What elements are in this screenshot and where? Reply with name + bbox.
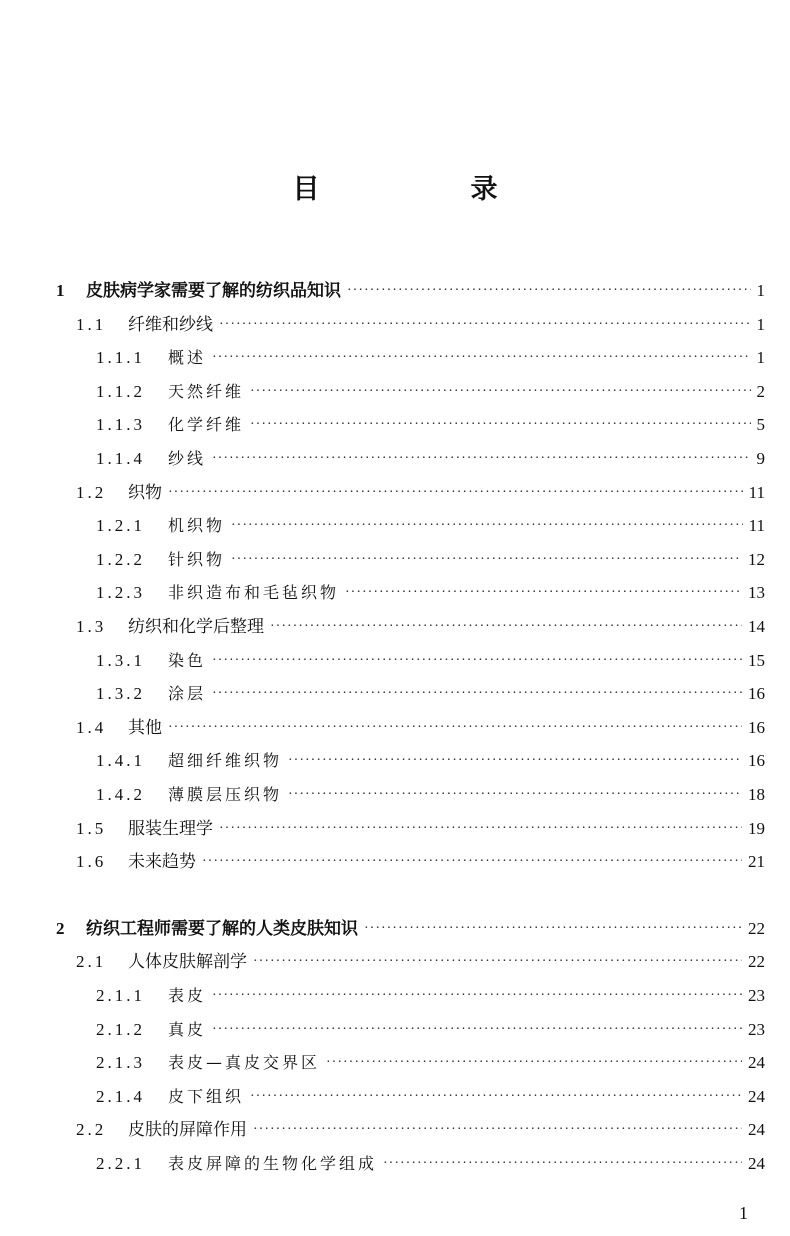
toc-entry-number: 2.1.1 bbox=[96, 986, 145, 1005]
toc-entry-number: 1.3 bbox=[76, 617, 107, 636]
toc-entry-title: 表皮 bbox=[168, 986, 207, 1005]
toc-entry-title: 纺织工程师需要了解的人类皮肤知识 bbox=[86, 919, 358, 939]
toc-subsection-entry[interactable] bbox=[96, 444, 765, 474]
toc-entry-number: 2.2.1 bbox=[96, 1154, 145, 1173]
toc-entry-page: 16 bbox=[748, 718, 765, 737]
toc-entry-title: 纱线 bbox=[168, 449, 207, 468]
toc-entry-title: 人体皮肤解剖学 bbox=[128, 952, 247, 972]
toc-entry-page: 9 bbox=[756, 449, 765, 468]
toc-entry-page: 1 bbox=[756, 348, 765, 367]
toc-entry-page: 24 bbox=[748, 1120, 765, 1139]
toc-entry-number: 1.4.1 bbox=[96, 751, 145, 770]
toc-entry-title: 概述 bbox=[168, 348, 207, 367]
toc-dot-leader bbox=[383, 1149, 742, 1179]
toc-section-entry[interactable] bbox=[76, 310, 765, 340]
toc-subsection-entry[interactable] bbox=[96, 1015, 765, 1045]
toc-entry-page: 13 bbox=[748, 583, 765, 602]
toc-entry-title: 纺织和化学后整理 bbox=[128, 617, 264, 637]
toc-entry-page: 11 bbox=[748, 516, 765, 535]
toc-entry-title: 涂层 bbox=[168, 684, 207, 703]
toc-subsection-entry[interactable] bbox=[96, 343, 765, 373]
toc-entry-title: 皮肤病学家需要了解的纺织品知识 bbox=[86, 281, 341, 301]
toc-subsection-entry[interactable] bbox=[96, 410, 765, 440]
toc-dot-leader bbox=[212, 444, 750, 474]
toc-entry-number: 1.5 bbox=[76, 819, 107, 838]
toc-entry-page: 23 bbox=[748, 1020, 765, 1039]
toc-dot-leader bbox=[231, 511, 743, 541]
toc-subsection-entry[interactable] bbox=[96, 646, 765, 676]
toc-section-entry[interactable] bbox=[76, 947, 765, 977]
toc-entry-title: 皮下组织 bbox=[168, 1087, 245, 1106]
toc-entry-number: 1.1.1 bbox=[96, 348, 145, 367]
toc-subsection-entry[interactable] bbox=[96, 1149, 765, 1179]
toc-entry-page: 19 bbox=[748, 819, 765, 838]
toc-dot-leader bbox=[212, 981, 742, 1011]
toc-subsection-entry[interactable] bbox=[96, 511, 765, 541]
toc-entry-page: 22 bbox=[748, 919, 765, 938]
toc-entry-number: 2 bbox=[56, 919, 65, 938]
toc-subsection-entry[interactable] bbox=[96, 746, 765, 776]
toc-dot-leader bbox=[250, 410, 750, 440]
toc-dot-leader bbox=[231, 545, 742, 575]
toc-subsection-entry[interactable] bbox=[96, 1048, 765, 1078]
toc-entry-page: 24 bbox=[748, 1154, 765, 1173]
toc-dot-leader bbox=[364, 914, 742, 944]
toc-entry-title: 薄膜层压织物 bbox=[168, 785, 283, 804]
toc-entry-page: 12 bbox=[748, 550, 765, 569]
toc-entry-number: 1.1.2 bbox=[96, 382, 145, 401]
toc-entry-title: 织物 bbox=[128, 483, 162, 503]
toc-entry-number: 2.1.3 bbox=[96, 1053, 145, 1072]
toc-entry-title: 真皮 bbox=[168, 1020, 207, 1039]
toc-entry-page: 16 bbox=[748, 751, 765, 770]
toc-dot-leader bbox=[212, 679, 742, 709]
toc-entry-page: 23 bbox=[748, 986, 765, 1005]
toc-entry-number: 1.2.3 bbox=[96, 583, 145, 602]
toc-entry-number: 1.4.2 bbox=[96, 785, 145, 804]
toc-dot-leader bbox=[347, 276, 751, 306]
toc-entry-page: 24 bbox=[748, 1053, 765, 1072]
toc-entry-number: 1.2.1 bbox=[96, 516, 145, 535]
toc-dot-leader bbox=[219, 814, 742, 844]
toc-dot-leader bbox=[270, 612, 742, 642]
toc-entry-title: 非织造布和毛毡织物 bbox=[168, 583, 340, 602]
toc-entry-title: 其他 bbox=[128, 718, 162, 738]
toc-entry-title: 天然纤维 bbox=[168, 382, 245, 401]
toc-dot-leader bbox=[219, 310, 751, 340]
toc-dot-leader bbox=[168, 478, 743, 508]
toc-section-entry[interactable] bbox=[76, 612, 765, 642]
toc-entry-page: 11 bbox=[748, 483, 765, 502]
toc-section-entry[interactable] bbox=[76, 713, 765, 743]
toc-subsection-entry[interactable] bbox=[96, 780, 765, 810]
toc-entry-number: 2.1 bbox=[76, 952, 107, 971]
toc-dot-leader bbox=[345, 578, 742, 608]
toc-entry-page: 22 bbox=[748, 952, 765, 971]
toc-entry-number: 1 bbox=[56, 281, 65, 300]
toc-entry-title: 皮肤的屏障作用 bbox=[128, 1120, 247, 1140]
toc-dot-leader bbox=[288, 780, 742, 810]
toc-entry-page: 16 bbox=[748, 684, 765, 703]
toc-entry-number: 1.1.4 bbox=[96, 449, 145, 468]
toc-dot-leader bbox=[212, 1015, 742, 1045]
toc-entry-page: 21 bbox=[748, 852, 765, 871]
toc-entry-page: 5 bbox=[756, 415, 765, 434]
toc-entry-number: 2.2 bbox=[76, 1120, 107, 1139]
toc-dot-leader bbox=[168, 713, 742, 743]
toc-entry-title: 染色 bbox=[168, 651, 207, 670]
toc-entry-title: 化学纤维 bbox=[168, 415, 245, 434]
toc-entry-page: 14 bbox=[748, 617, 765, 636]
toc-dot-leader bbox=[250, 1082, 742, 1112]
toc-entry-title: 服装生理学 bbox=[128, 819, 213, 839]
toc-entry-page: 18 bbox=[748, 785, 765, 804]
toc-entry-number: 1.4 bbox=[76, 718, 107, 737]
toc-dot-leader bbox=[253, 947, 742, 977]
toc-entry-title: 表皮—真皮交界区 bbox=[168, 1053, 321, 1072]
toc-entry-number: 2.1.2 bbox=[96, 1020, 145, 1039]
toc-entry-title: 未来趋势 bbox=[128, 852, 196, 872]
toc-entry-number: 2.1.4 bbox=[96, 1087, 145, 1106]
toc-entry-page: 24 bbox=[748, 1087, 765, 1106]
toc-section-entry[interactable] bbox=[76, 847, 765, 877]
toc-subsection-entry[interactable] bbox=[96, 377, 765, 407]
toc-subsection-entry[interactable] bbox=[96, 981, 765, 1011]
toc-entry-number: 1.1 bbox=[76, 315, 107, 334]
toc-entry-title: 表皮屏障的生物化学组成 bbox=[168, 1154, 378, 1173]
toc-section-entry[interactable] bbox=[76, 814, 765, 844]
toc-section-entry[interactable] bbox=[76, 478, 765, 508]
toc-subsection-entry[interactable] bbox=[96, 578, 765, 608]
toc-dot-leader bbox=[212, 343, 750, 373]
toc-dot-leader bbox=[250, 377, 750, 407]
toc-entry-number: 1.2 bbox=[76, 483, 107, 502]
toc-entry-number: 1.2.2 bbox=[96, 550, 145, 569]
toc-section-entry[interactable] bbox=[76, 1115, 765, 1145]
toc-entry-title: 针织物 bbox=[168, 550, 226, 569]
toc-entry-title: 超细纤维织物 bbox=[168, 751, 283, 770]
toc-chapter-entry[interactable] bbox=[56, 914, 765, 944]
toc-entry-number: 1.1.3 bbox=[96, 415, 145, 434]
toc-entry-page: 15 bbox=[748, 651, 765, 670]
toc-dot-leader bbox=[202, 847, 742, 877]
toc-subsection-entry[interactable] bbox=[96, 679, 765, 709]
toc-entry-title: 机织物 bbox=[168, 516, 226, 535]
toc-dot-leader bbox=[212, 646, 742, 676]
toc-dot-leader bbox=[326, 1048, 742, 1078]
toc-chapter-entry[interactable] bbox=[56, 276, 765, 306]
toc-dot-leader bbox=[288, 746, 742, 776]
toc-entry-number: 1.3.1 bbox=[96, 651, 145, 670]
toc-entry-page: 2 bbox=[756, 382, 765, 401]
toc-entry-page: 1 bbox=[756, 315, 765, 334]
toc-dot-leader bbox=[253, 1115, 742, 1145]
page-title: 目 录 bbox=[292, 174, 560, 205]
toc-subsection-entry[interactable] bbox=[96, 545, 765, 575]
page-number: 1 bbox=[739, 1203, 748, 1223]
toc-entry-number: 1.6 bbox=[76, 852, 107, 871]
toc-entry-number: 1.3.2 bbox=[96, 684, 145, 703]
toc-entry-page: 1 bbox=[756, 281, 765, 300]
toc-subsection-entry[interactable] bbox=[96, 1082, 765, 1112]
toc-entry-title: 纤维和纱线 bbox=[128, 315, 213, 335]
